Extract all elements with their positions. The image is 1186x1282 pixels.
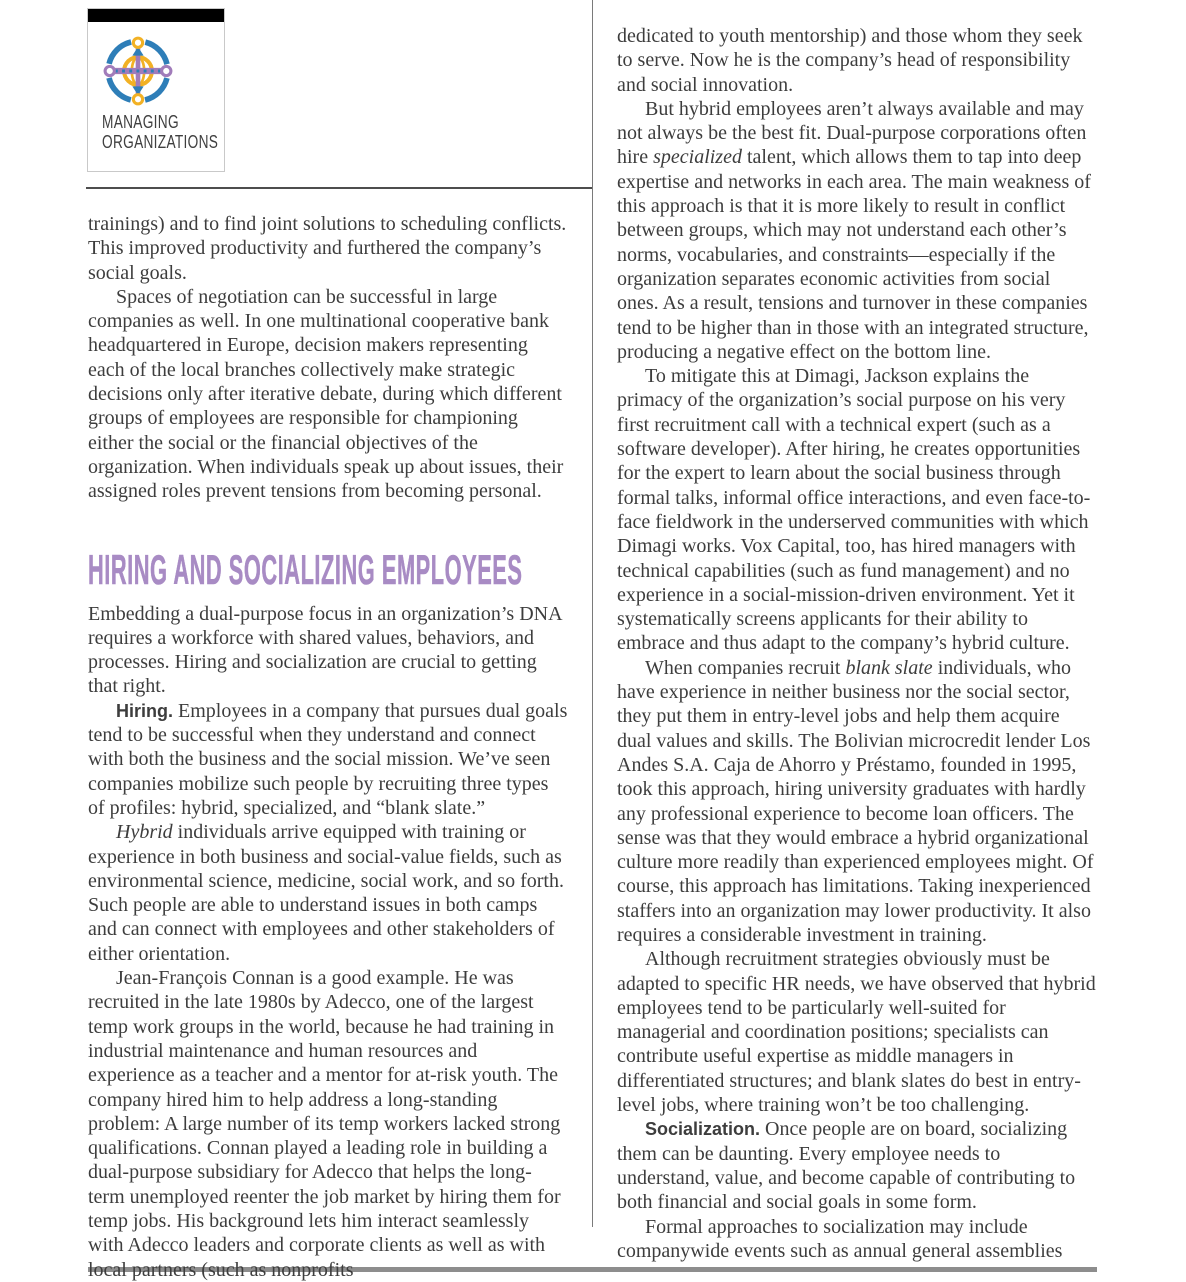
paragraph: When companies recruit blank slate individuals, who have experience in neither business nor the social sector, they put them in entry-level jobs and help them acquire dual values and skills. The Bolivian microcredit lender Los Andes S.A. Caja de Ahorro y Préstamo, founded in 1995, took this approach, hiring university graduates with hardly any professional experience to become loan officers. The sense was that they would embrace a hybrid organizational culture more readily than experienced employees might. Of course, this approach has limitations. Taking inexperienced staffers into an organization may lower productivity. It also requires a considerable investment in training. <box>617 656 1094 946</box>
paragraph-lead: Socialization. <box>645 1119 766 1140</box>
east-ring <box>162 66 171 75</box>
paragraph: Although recruitment strategies obviously must be adapted to specific HR needs, we have observed that hybrid employees tend to be particularly well-suited for managerial and coordination positions; specialists can contribute useful expertise as middle managers in differentiated structures; and blank slates do best in entry-level jobs, where training won’t be too challenging. <box>617 948 1096 1117</box>
italic-term: Hybrid <box>116 821 173 844</box>
column-right <box>617 24 1097 1263</box>
badge-top-bar <box>88 9 224 22</box>
paragraph: Spaces of negotiation can be successful in large companies as well. In one multinational cooperative bank headquartered in Europe, decision makers representing each of the local branches collectively make strategic decisions only after iterative debate, during which different groups of employees are responsible for championing either the social or the financial objectives of the organization. When individuals speak up about issues, their assigned roles prevent tensions from becoming personal. <box>88 285 564 503</box>
paragraph: To mitigate this at Dimagi, Jackson explains the primacy of the organization’s social purpose on his very first recruitment call with a technical expert (such as a software developer). After hiring, he creates opportunities for the expert to learn about the social business through formal talks, informal office interactions, and even face-to-face fieldwork in the underserved communities with which Dimagi works. Vox Capital, too, has hired managers with technical capabilities (such as fund management) and no experience in a social-mission-driven environment. Yet it systematically screens applicants for their ability to embrace and thus adapt to the company’s hybrid culture. <box>617 365 1091 655</box>
north-ring <box>133 38 142 47</box>
badge-label-line1: MANAGING <box>102 112 179 132</box>
category-badge <box>87 8 225 172</box>
badge-label-line2: ORGANIZATIONS <box>102 132 219 152</box>
column-divider <box>592 0 593 1227</box>
header-rule <box>86 187 592 189</box>
paragraph-lead: Hiring. <box>116 700 178 721</box>
column-left <box>88 212 568 1282</box>
paragraph: trainings) and to find joint solutions to scheduling conflicts. This improved productivity and furthered the company’s social goals. <box>88 213 567 284</box>
west-ring <box>105 66 114 75</box>
section-heading: HIRING AND SOCIALIZING EMPLOYEES <box>88 545 523 593</box>
paragraph: Socialization. Once people are on board, socializing them can be daunting. Every employee needs to understand, value, and become capable of contributing to both financial and social goals in some form. <box>617 1118 1076 1214</box>
italic-term: blank slate <box>845 656 933 679</box>
paragraph: Embedding a dual-purpose focus in an organization’s DNA requires a workforce with shared values, behaviors, and processes. Hiring and socialization are crucial to getting that right. <box>88 602 562 698</box>
paragraph: Hiring. Employees in a company that pursues dual goals tend to be successful when they understand and connect with both the business and the social mission. We’ve seen companies mobilize such people by recruiting three types of profiles: hybrid, specialized, and “blank slate.” <box>88 699 568 819</box>
paragraph: Hybrid individuals arrive equipped with training or experience in both business and social-value fields, such as environmental science, medicine, social work, and so forth. Such people are able to understand issues in both camps and can connect with employees and other stakeholders of either orientation. <box>88 821 564 965</box>
paragraph: But hybrid employees aren’t always available and may not always be the best fit. Dual-purpose corporations often hire specialized talent, which allows them to tap into deep expertise and networks in each area. The main weakness of this approach is that it is more likely to result in conflict between groups, which may not understand each other’s norms, vocabularies, and constraints—especially if the organization separates economic activities from social ones. As a result, tensions and turnover in these companies tend to be higher than in those with an integrated structure, producing a negative effect on the bottom line. <box>617 97 1091 363</box>
south-ring <box>133 95 142 104</box>
italic-term: specialized <box>653 146 742 169</box>
badge-label <box>102 112 218 152</box>
paragraph: Formal approaches to socialization may include companywide events such as annual general assemblies <box>617 1215 1063 1262</box>
paragraph: dedicated to youth mentorship) and those whom they seek to serve. Now he is the company’s head of responsibility and social innovation. <box>617 25 1083 96</box>
paragraph: Jean-François Connan is a good example. He was recruited in the late 1980s by Adecco, one of the largest temp work groups in the world, because he had training in industrial maintenance and human resources and experience as a teacher and a mentor for at-risk youth. The company hired him to help address a long-standing problem: A large number of its temp workers lacked strong qualifications. Connan played a leading role in building a dual-purpose subsidiary for Adecco that helps the long-term unemployed reenter the job market by hiring them for temp jobs. His background lets him interact seamlessly with Adecco leaders and corporate clients as well as with local partners (such as nonprofits <box>88 967 561 1281</box>
managing-organizations-icon <box>101 34 175 108</box>
